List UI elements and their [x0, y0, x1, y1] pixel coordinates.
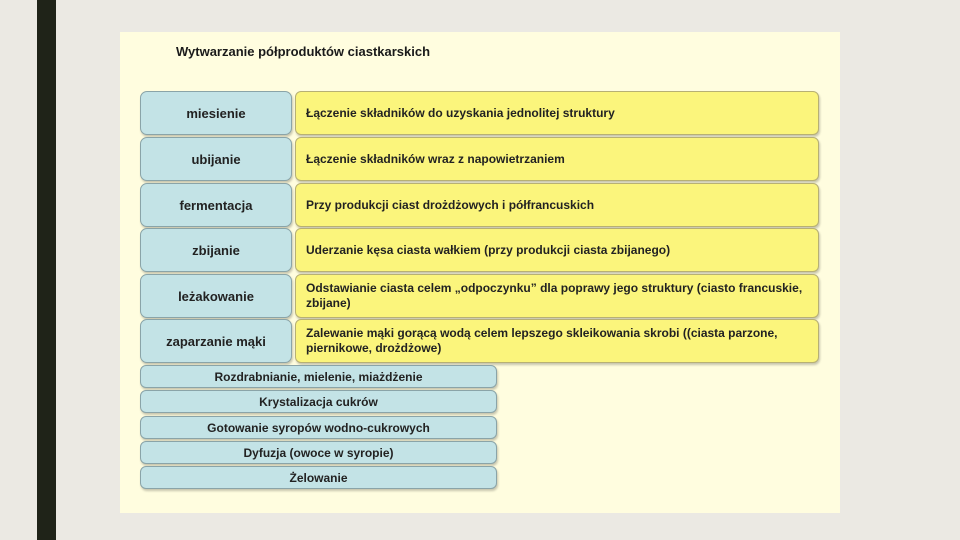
description-box-zbijanie: Uderzanie kęsa ciasta wałkiem (przy produkcji ciasta zbijanego): [295, 228, 819, 272]
description-box-fermentacja: Przy produkcji ciast drożdżowych i półfrancuskich: [295, 183, 819, 227]
process-box-gotowanie-syropow: Gotowanie syropów wodno-cukrowych: [140, 416, 497, 439]
term-box-zaparzanie-maki: zaparzanie mąki: [140, 319, 292, 363]
description-box-miesienie: Łączenie składników do uzyskania jednolitej struktury: [295, 91, 819, 135]
term-box-lezakowanie: leżakowanie: [140, 274, 292, 318]
process-box-krystalizacja: Krystalizacja cukrów: [140, 390, 497, 413]
process-box-zelowanie: Żelowanie: [140, 466, 497, 489]
left-accent-bar: [37, 0, 56, 540]
term-box-miesienie: miesienie: [140, 91, 292, 135]
process-box-rozdrabnianie: Rozdrabnianie, mielenie, miażdżenie: [140, 365, 497, 388]
description-box-lezakowanie: Odstawianie ciasta celem „odpoczynku” dla poprawy jego struktury (ciasto francuskie, zbijane): [295, 274, 819, 318]
diagram-panel: [120, 32, 840, 513]
diagram-title: Wytwarzanie półproduktów ciastkarskich: [176, 44, 431, 59]
term-box-fermentacja: fermentacja: [140, 183, 292, 227]
term-box-zbijanie: zbijanie: [140, 228, 292, 272]
term-box-ubijanie: ubijanie: [140, 137, 292, 181]
description-box-zaparzanie-maki: Zalewanie mąki gorącą wodą celem lepszego skleikowania skrobi ((ciasta parzone, piernikowe, drożdżowe): [295, 319, 819, 363]
description-box-ubijanie: Łączenie składników wraz z napowietrzaniem: [295, 137, 819, 181]
process-box-dyfuzja: Dyfuzja (owoce w syropie): [140, 441, 497, 464]
